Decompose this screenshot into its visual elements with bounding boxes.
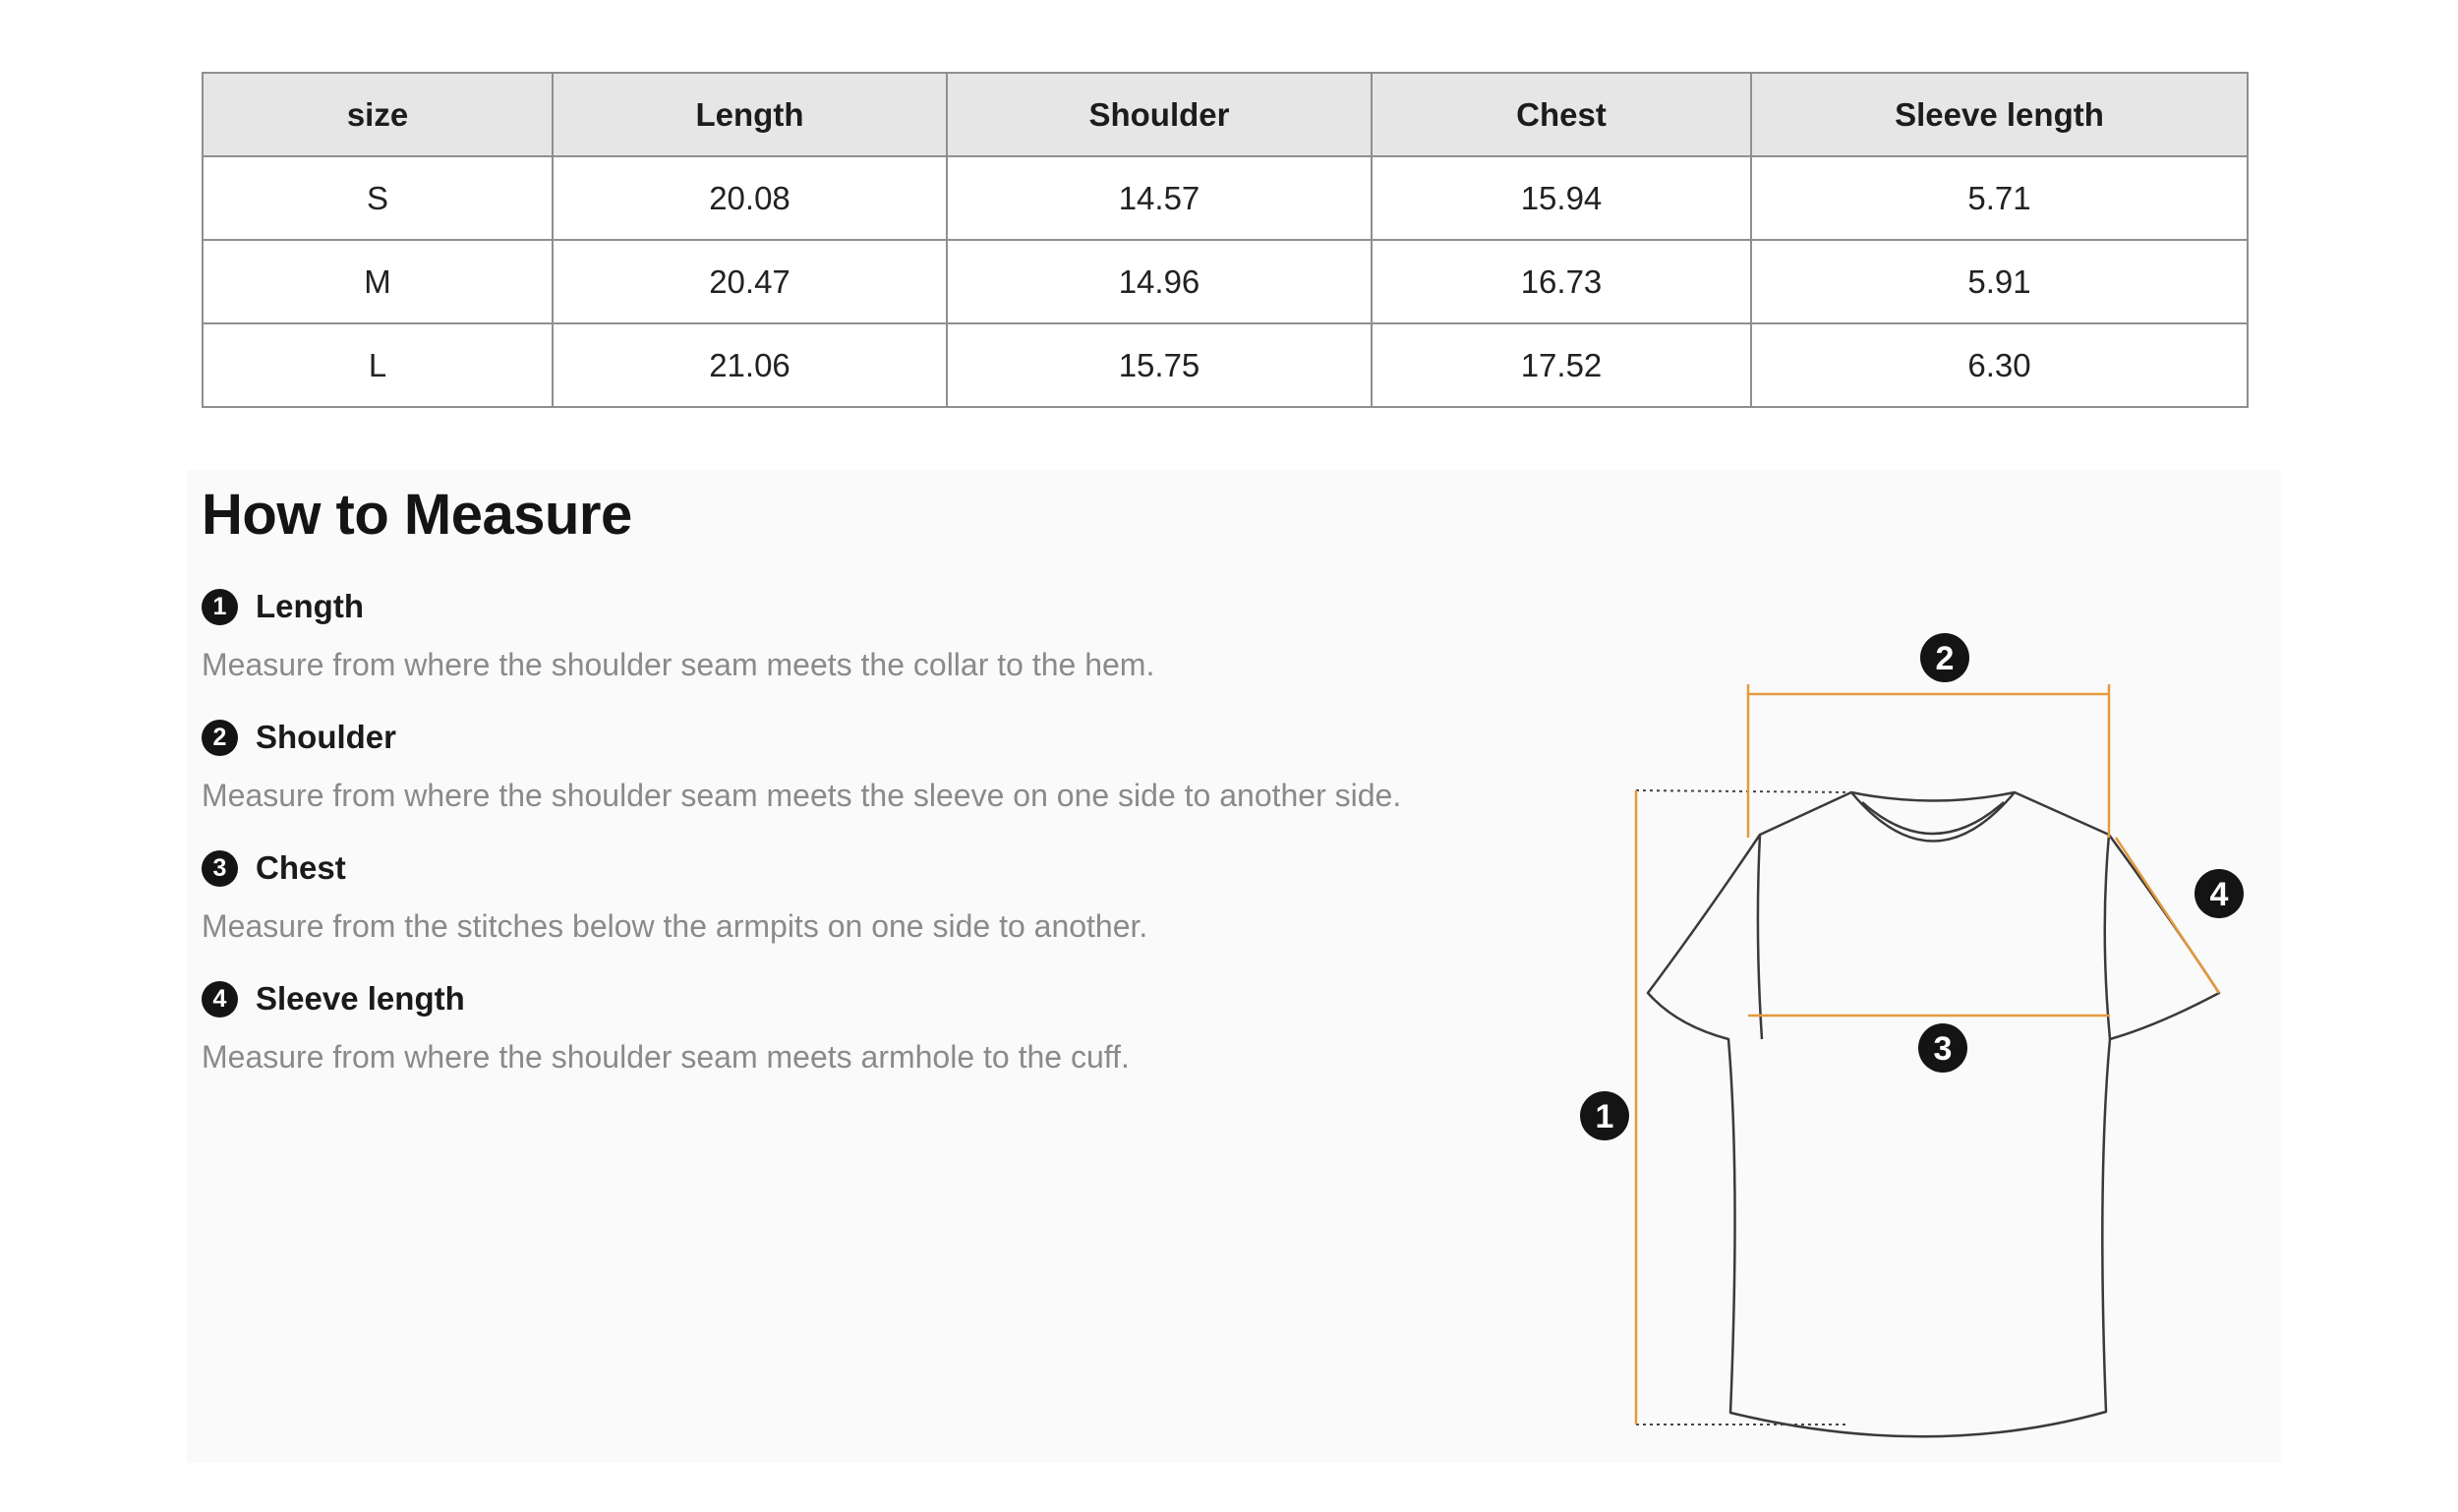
length-guide-top	[1636, 790, 1853, 792]
marker-3-label: 3	[1933, 1030, 1953, 1068]
header-length: Length	[553, 73, 947, 156]
left-armhole-seam	[1758, 835, 1762, 1039]
step-number-badge: 2	[202, 720, 238, 756]
cell-sleeve-length: 5.71	[1751, 156, 2248, 240]
step-label: Length	[256, 588, 364, 624]
cell-length: 20.47	[553, 240, 947, 323]
measure-step-chest	[202, 843, 1578, 945]
cell-chest: 17.52	[1372, 323, 1751, 407]
tshirt-outline-icon	[1648, 792, 2219, 1436]
step-label: Chest	[256, 849, 346, 886]
collar-inner	[1862, 802, 2004, 834]
table-row	[203, 156, 2248, 240]
header-sleeve-length: Sleeve length	[1751, 73, 2248, 156]
step-heading	[202, 582, 1578, 631]
tshirt-diagram-svg	[1553, 610, 2281, 1455]
marker-4-label: 4	[2209, 876, 2229, 913]
header-size: size	[203, 73, 553, 156]
step-heading	[202, 843, 1578, 893]
marker-1-icon	[1580, 1091, 1629, 1140]
step-description: Measure from where the shoulder seam meets armhole to the cuff.	[202, 1039, 1130, 1075]
cell-size: L	[203, 323, 553, 407]
cell-size: S	[203, 156, 553, 240]
step-heading	[202, 713, 1578, 762]
step-number-badge: 3	[202, 850, 238, 887]
step-description: Measure from the stitches below the armpits on one side to another.	[202, 908, 1148, 944]
header-shoulder: Shoulder	[947, 73, 1372, 156]
cell-length: 20.08	[553, 156, 947, 240]
cell-size: M	[203, 240, 553, 323]
marker-2-label: 2	[1935, 640, 1955, 677]
cell-chest: 15.94	[1372, 156, 1751, 240]
step-number-badge: 4	[202, 981, 238, 1018]
size-chart-table	[202, 72, 2249, 408]
step-label: Sleeve length	[256, 980, 465, 1017]
step-heading	[202, 974, 1578, 1023]
step-description: Measure from where the shoulder seam meets the sleeve on one side to another side.	[202, 778, 1402, 813]
table-row	[203, 323, 2248, 407]
step-number-badge: 1	[202, 589, 238, 625]
marker-4-icon	[2195, 869, 2244, 918]
sleeve-measure-line	[2116, 838, 2219, 993]
cell-shoulder: 14.96	[947, 240, 1372, 323]
tshirt-measurement-diagram	[1553, 610, 2281, 1455]
marker-2-icon	[1920, 633, 1969, 682]
table-header-row	[203, 73, 2248, 156]
marker-3-icon	[1918, 1023, 1967, 1073]
measure-step-shoulder	[202, 713, 1578, 814]
cell-shoulder: 14.57	[947, 156, 1372, 240]
step-label: Shoulder	[256, 719, 397, 755]
cell-shoulder: 15.75	[947, 323, 1372, 407]
cell-sleeve-length: 6.30	[1751, 323, 2248, 407]
cell-chest: 16.73	[1372, 240, 1751, 323]
step-description: Measure from where the shoulder seam meets the collar to the hem.	[202, 647, 1155, 682]
right-armhole-seam	[2105, 835, 2110, 1039]
measure-step-sleeve-length	[202, 974, 1578, 1076]
how-to-measure-title: How to Measure	[202, 483, 632, 547]
header-chest: Chest	[1372, 73, 1751, 156]
cell-length: 21.06	[553, 323, 947, 407]
cell-sleeve-length: 5.91	[1751, 240, 2248, 323]
table-row	[203, 240, 2248, 323]
measure-step-length	[202, 582, 1578, 683]
marker-1-label: 1	[1595, 1098, 1614, 1135]
